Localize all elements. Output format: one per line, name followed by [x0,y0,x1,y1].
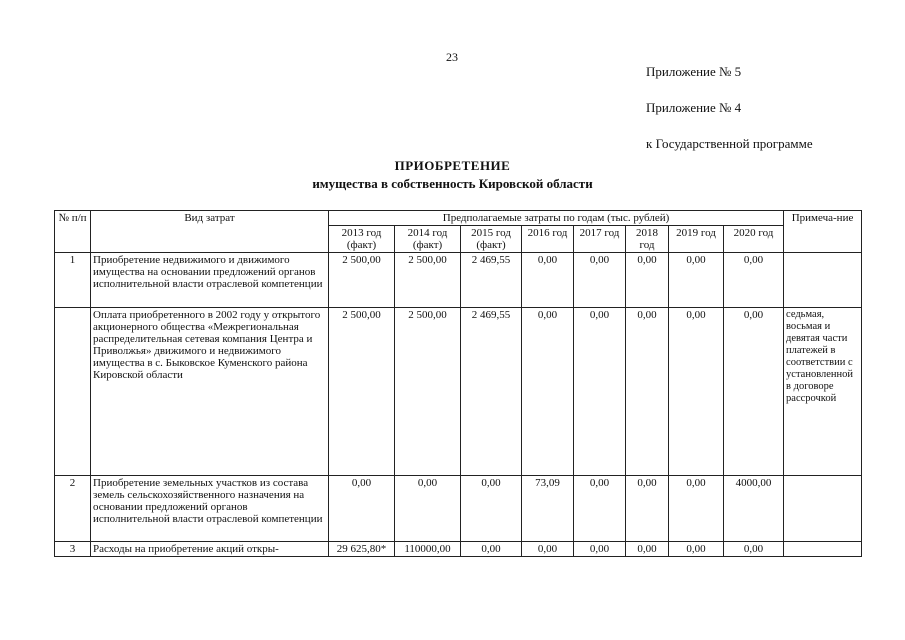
value-cell: 0,00 [669,542,724,557]
header-year: 2015 год (факт) [461,226,522,253]
row-description: Приобретение земельных участков из состава земель сельскохозяйственного назначения на основании предложений органов исполнительной власти отраслевой компетенции [91,476,329,542]
table-row [55,542,862,557]
document-subtitle: имущества в собственность Кировской области [312,176,593,191]
header-year: 2020 год [724,226,784,253]
value-cell: 0,00 [395,476,461,542]
row-number: 3 [55,542,91,557]
row-description: Расходы на приобретение акций откры- [91,542,329,557]
value-cell: 0,00 [574,253,626,308]
appendix-line-1: Приложение № 5 [646,64,742,79]
row-description: Приобретение недвижимого и движимого имущества на основании предложений органов исполнительной власти отраслевой компетенции [91,253,329,308]
header-year: 2013 год (факт) [329,226,395,253]
row-note [784,253,862,308]
appendix-line-3: к Государственной программе [646,136,813,151]
value-cell: 2 500,00 [329,308,395,476]
value-cell: 0,00 [522,308,574,476]
value-cell: 2 500,00 [395,308,461,476]
header-planned: Предполагаемые затраты по годам (тыс. рублей) [329,211,784,226]
header-year: 2018 год [626,226,669,253]
header-note: Примеча-ние [784,211,862,253]
value-cell: 0,00 [669,308,724,476]
value-cell: 0,00 [669,253,724,308]
document-title: ПРИОБРЕТЕНИЕ [394,158,511,173]
appendix-line-2: Приложение № 4 [646,100,742,115]
value-cell: 0,00 [626,253,669,308]
value-cell: 0,00 [669,476,724,542]
value-cell: 0,00 [626,476,669,542]
value-cell: 73,09 [522,476,574,542]
value-cell: 2 500,00 [329,253,395,308]
expenses-table [54,210,862,557]
header-year: 2016 год [522,226,574,253]
value-cell: 0,00 [461,476,522,542]
value-cell: 0,00 [329,476,395,542]
header-year: 2017 год [574,226,626,253]
value-cell: 0,00 [626,308,669,476]
value-cell: 0,00 [724,253,784,308]
header-year: 2014 год (факт) [395,226,461,253]
value-cell: 110000,00 [395,542,461,557]
table-row [55,308,862,476]
header-year: 2019 год [669,226,724,253]
row-note [784,542,862,557]
row-number: 1 [55,253,91,308]
value-cell: 0,00 [626,542,669,557]
header-num: № п/п [55,211,91,253]
table-row [55,476,862,542]
value-cell: 0,00 [724,542,784,557]
value-cell: 0,00 [461,542,522,557]
row-number [55,308,91,476]
value-cell: 0,00 [574,476,626,542]
value-cell: 29 625,80* [329,542,395,557]
value-cell: 2 500,00 [395,253,461,308]
value-cell: 2 469,55 [461,308,522,476]
value-cell: 0,00 [574,308,626,476]
row-note [784,476,862,542]
row-number: 2 [55,476,91,542]
page-number: 23 [446,50,458,64]
value-cell: 0,00 [522,542,574,557]
value-cell: 0,00 [522,253,574,308]
header-type: Вид затрат [91,211,329,253]
value-cell: 2 469,55 [461,253,522,308]
header-row-1 [55,211,862,226]
value-cell: 0,00 [574,542,626,557]
row-note: седьмая, восьмая и девятая части платежей в соответствии с установленной в договоре рассрочкой [784,308,862,476]
value-cell: 0,00 [724,308,784,476]
row-description: Оплата приобретенного в 2002 году у открытого акционерного общества «Межрегиональная распределительная сетевая компания Центра и Приволжья» движимого и недвижимого имущества в с. Быковское Куменского района Кировской области [91,308,329,476]
value-cell: 4000,00 [724,476,784,542]
table-row [55,253,862,308]
